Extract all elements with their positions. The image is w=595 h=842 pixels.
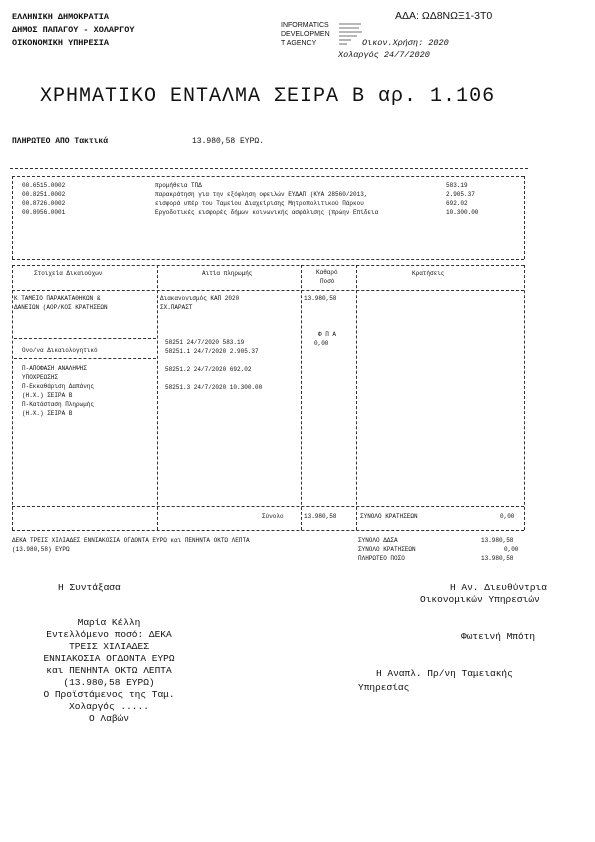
creditor-divider-2 [14, 358, 156, 359]
composer-title: Η Συντάξασα [58, 582, 121, 593]
composer-line: Χολαργός ..... [69, 701, 149, 712]
sum-top [12, 506, 524, 507]
director-title-2: Οικονομικών Υπηρεσιών [420, 594, 540, 605]
composer-name: Μαρία Κέλλη [77, 617, 141, 628]
frame-top [10, 168, 528, 169]
doc-line: Π-Κατάσταση Πληρωμής [22, 401, 95, 408]
org-line-1: ΕΛΛΗΝΙΚΗ ΔΗΜΟΚΡΑΤΙΑ [12, 12, 109, 22]
logo-small-print-icon [339, 22, 363, 48]
words-line-2: (13.980,58) ΕΥΡΩ [12, 546, 70, 553]
payment-line-2: ΣΧ.ΠΑΡΑΣΤ [160, 304, 193, 311]
table-bottom [12, 530, 524, 531]
delivery-line: 58251 24/7/2020 583.19 [165, 339, 245, 346]
ada-code: ΑΔΑ: ΩΔ8ΝΩΞ1-3Τ0 [395, 10, 493, 22]
composer-line: και ΠΕΝΗΝΤΑ ΟΚΤΩ ΛΕΠΤΑ [46, 665, 172, 676]
logo-line-3: T AGENCY [281, 40, 317, 47]
creditor-line-2: ΔΑΝΕΙΩΝ (ΑΟΡ/ΚΟΣ ΚΡΑΤΗΣΕΩΝ [14, 304, 108, 311]
doc-line: (Η.Χ.) ΣΕΙΡΑ Β [22, 410, 73, 417]
payment-line-1: Διακανονισμός ΚΑΠ 2020 [160, 295, 240, 302]
header-payment: Αιτία πληρωμής [202, 270, 253, 277]
table-right [524, 265, 525, 530]
net-amount: 13.980,58 [304, 295, 337, 302]
director-title-1: Η Αν. Διευθύντρια [450, 582, 547, 593]
budget-desc: Εργοδοτικές εισφορές δήμων κοινωνικής ασφάλισης (πρώην Επίδεια [155, 209, 379, 216]
budget-code: 00.8251.0002 [22, 191, 66, 198]
composer-line: ΕΝΝΙΑΚΟΣΙΑ ΟΓΔΟΝΤΑ ΕΥΡΩ [43, 653, 175, 664]
deductions-total-label: ΣΥΝΟΛΟ ΚΡΑΤΗΣΕΩΝ [360, 513, 418, 520]
doc-line: Π-Εκκαθάριση Δαπάνης [22, 383, 95, 390]
sum-label: Σύνολο [262, 513, 284, 520]
inner-top [12, 176, 524, 177]
header-net: Καθαρό [316, 269, 338, 276]
payable-amount: 13.980,58 ΕΥΡΩ. [192, 137, 265, 146]
budget-amount: 10.300.00 [446, 209, 479, 216]
creditor-divider-1 [14, 338, 156, 339]
delivery-line: 58251.1 24/7/2020 2.905.37 [165, 348, 259, 355]
budget-code: 00.8726.0002 [22, 200, 66, 207]
director-name: Φωτεινή Μπότη [461, 631, 536, 642]
table-left [12, 265, 13, 530]
total-label: ΣΥΝΟΛΟ ΔΔΣΑ [358, 537, 398, 544]
header-deductions: Κρατήσεις [412, 270, 445, 277]
col-sep-1 [157, 265, 158, 530]
treasury-line-1: Η Αναπλ. Πρ/νη Ταμειακής [376, 668, 513, 679]
budget-amount: 692.02 [446, 200, 468, 207]
total-value: 0,00 [504, 546, 519, 553]
budget-desc: εισφορά υπέρ του Ταμείου Διαχείρισης Μητροπολιτικού Πάρκου [155, 200, 364, 207]
deductions-total-value: 0,00 [500, 513, 515, 520]
composer-line: Εντελλόμενο ποσό: ΔΕΚΑ [46, 629, 172, 640]
page-title: ΧΡΗΜΑΤΙΚΟ ΕΝΤΑΛΜΑ ΣΕΙΡΑ Β αρ. 1.106 [40, 85, 496, 108]
doc-line: ΥΠΟΧΡΕΩΣΗΣ [22, 374, 59, 381]
composer-line: (13.980,58 ΕΥΡΩ) [63, 677, 155, 688]
col-sep-3 [356, 265, 357, 530]
budget-desc: παρακράτηση για την εξόφληση οφειλών ΕΥΔΑΠ (ΚΥΑ 28560/2013, [155, 191, 368, 198]
budget-amount: 583.19 [446, 182, 468, 189]
total-label: ΠΛΗΡΩΤΕΟ ΠΟΣΟ [358, 555, 405, 562]
budget-code: 00.8056.0001 [22, 209, 66, 216]
inner-left [12, 176, 13, 259]
fiscal-year: Οικον.Χρήση: 2020 [362, 38, 449, 48]
treasury-line-2: Υπηρεσίας [358, 682, 410, 693]
date-place: Χολαργός 24/7/2020 [338, 50, 430, 60]
total-value: 13.980,58 [481, 555, 514, 562]
fpa-value: 0,00 [314, 340, 329, 347]
budget-amount: 2.905.37 [446, 191, 475, 198]
words-line-1: ΔΕΚΑ ΤΡΕΙΣ ΧΙΛΙΑΔΕΣ ΕΝΝΙΑΚΟΣΙΑ ΟΓΔΟΝΤΑ ΕΥΡΩ και ΠΕΝΗΝΤΑ ΟΚΤΩ ΛΕΠΤΑ [12, 537, 250, 544]
budget-desc: προμήθεια ΤΠΔ [155, 182, 202, 189]
budget-code: 00.6515.0002 [22, 182, 66, 189]
col-sep-2 [301, 265, 302, 530]
delivery-line: 58251.2 24/7/2020 692.02 [165, 366, 252, 373]
inner-right [524, 176, 525, 259]
logo-line-1: INFORMATICS [281, 22, 329, 29]
doc-line: (Η.Χ.) ΣΕΙΡΑ Β [22, 392, 73, 399]
payable-label: ΠΛΗΡΩΤΕΟ ΑΠΟ Τακτικά [12, 137, 109, 146]
org-line-2: ΔΗΜΟΣ ΠΑΠΑΓΟΥ - ΧΟΛΑΡΓΟΥ [12, 25, 135, 35]
doc-line: Π-ΑΠΟΦΑΣΗ ΑΝΑΛΗΨΗΣ [22, 365, 87, 372]
total-value: 13.980,58 [481, 537, 514, 544]
org-line-3: ΟΙΚΟΝΟΜΙΚΗ ΥΠΗΡΕΣΙΑ [12, 38, 109, 48]
table-top [12, 265, 524, 266]
composer-line: ΤΡΕΙΣ ΧΙΛΙΑΔΕΣ [69, 641, 149, 652]
composer-line: Ο Προϊστάμενος της Ταμ. [43, 689, 175, 700]
delivery-line: 58251.3 24/7/2020 10.300.00 [165, 384, 263, 391]
sum-value: 13.980,58 [304, 513, 337, 520]
logo-line-2: DEVELOPMEN [281, 31, 330, 38]
header-amount: Ποσό [320, 278, 335, 285]
header-creditor: Στοιχεία Δικαιούχων [34, 270, 103, 277]
composer-line: Ο Λαβών [89, 713, 129, 724]
total-label: ΣΥΝΟΛΟ ΚΡΑΤΗΣΕΩΝ [358, 546, 416, 553]
inner-bottom [12, 259, 524, 260]
logo-small-print [339, 22, 363, 48]
header-bottom [12, 290, 524, 291]
creditor-line-1: Κ ΤΑΜΕΙΟ ΠΑΡΑΚΑΤΑΘΗΚΩΝ & [14, 295, 101, 302]
fpa-label: Φ Π Α [318, 331, 337, 338]
beneficiary-label: Ονο/να Δικαιολογητικό [22, 347, 98, 354]
composer-block [24, 617, 194, 725]
